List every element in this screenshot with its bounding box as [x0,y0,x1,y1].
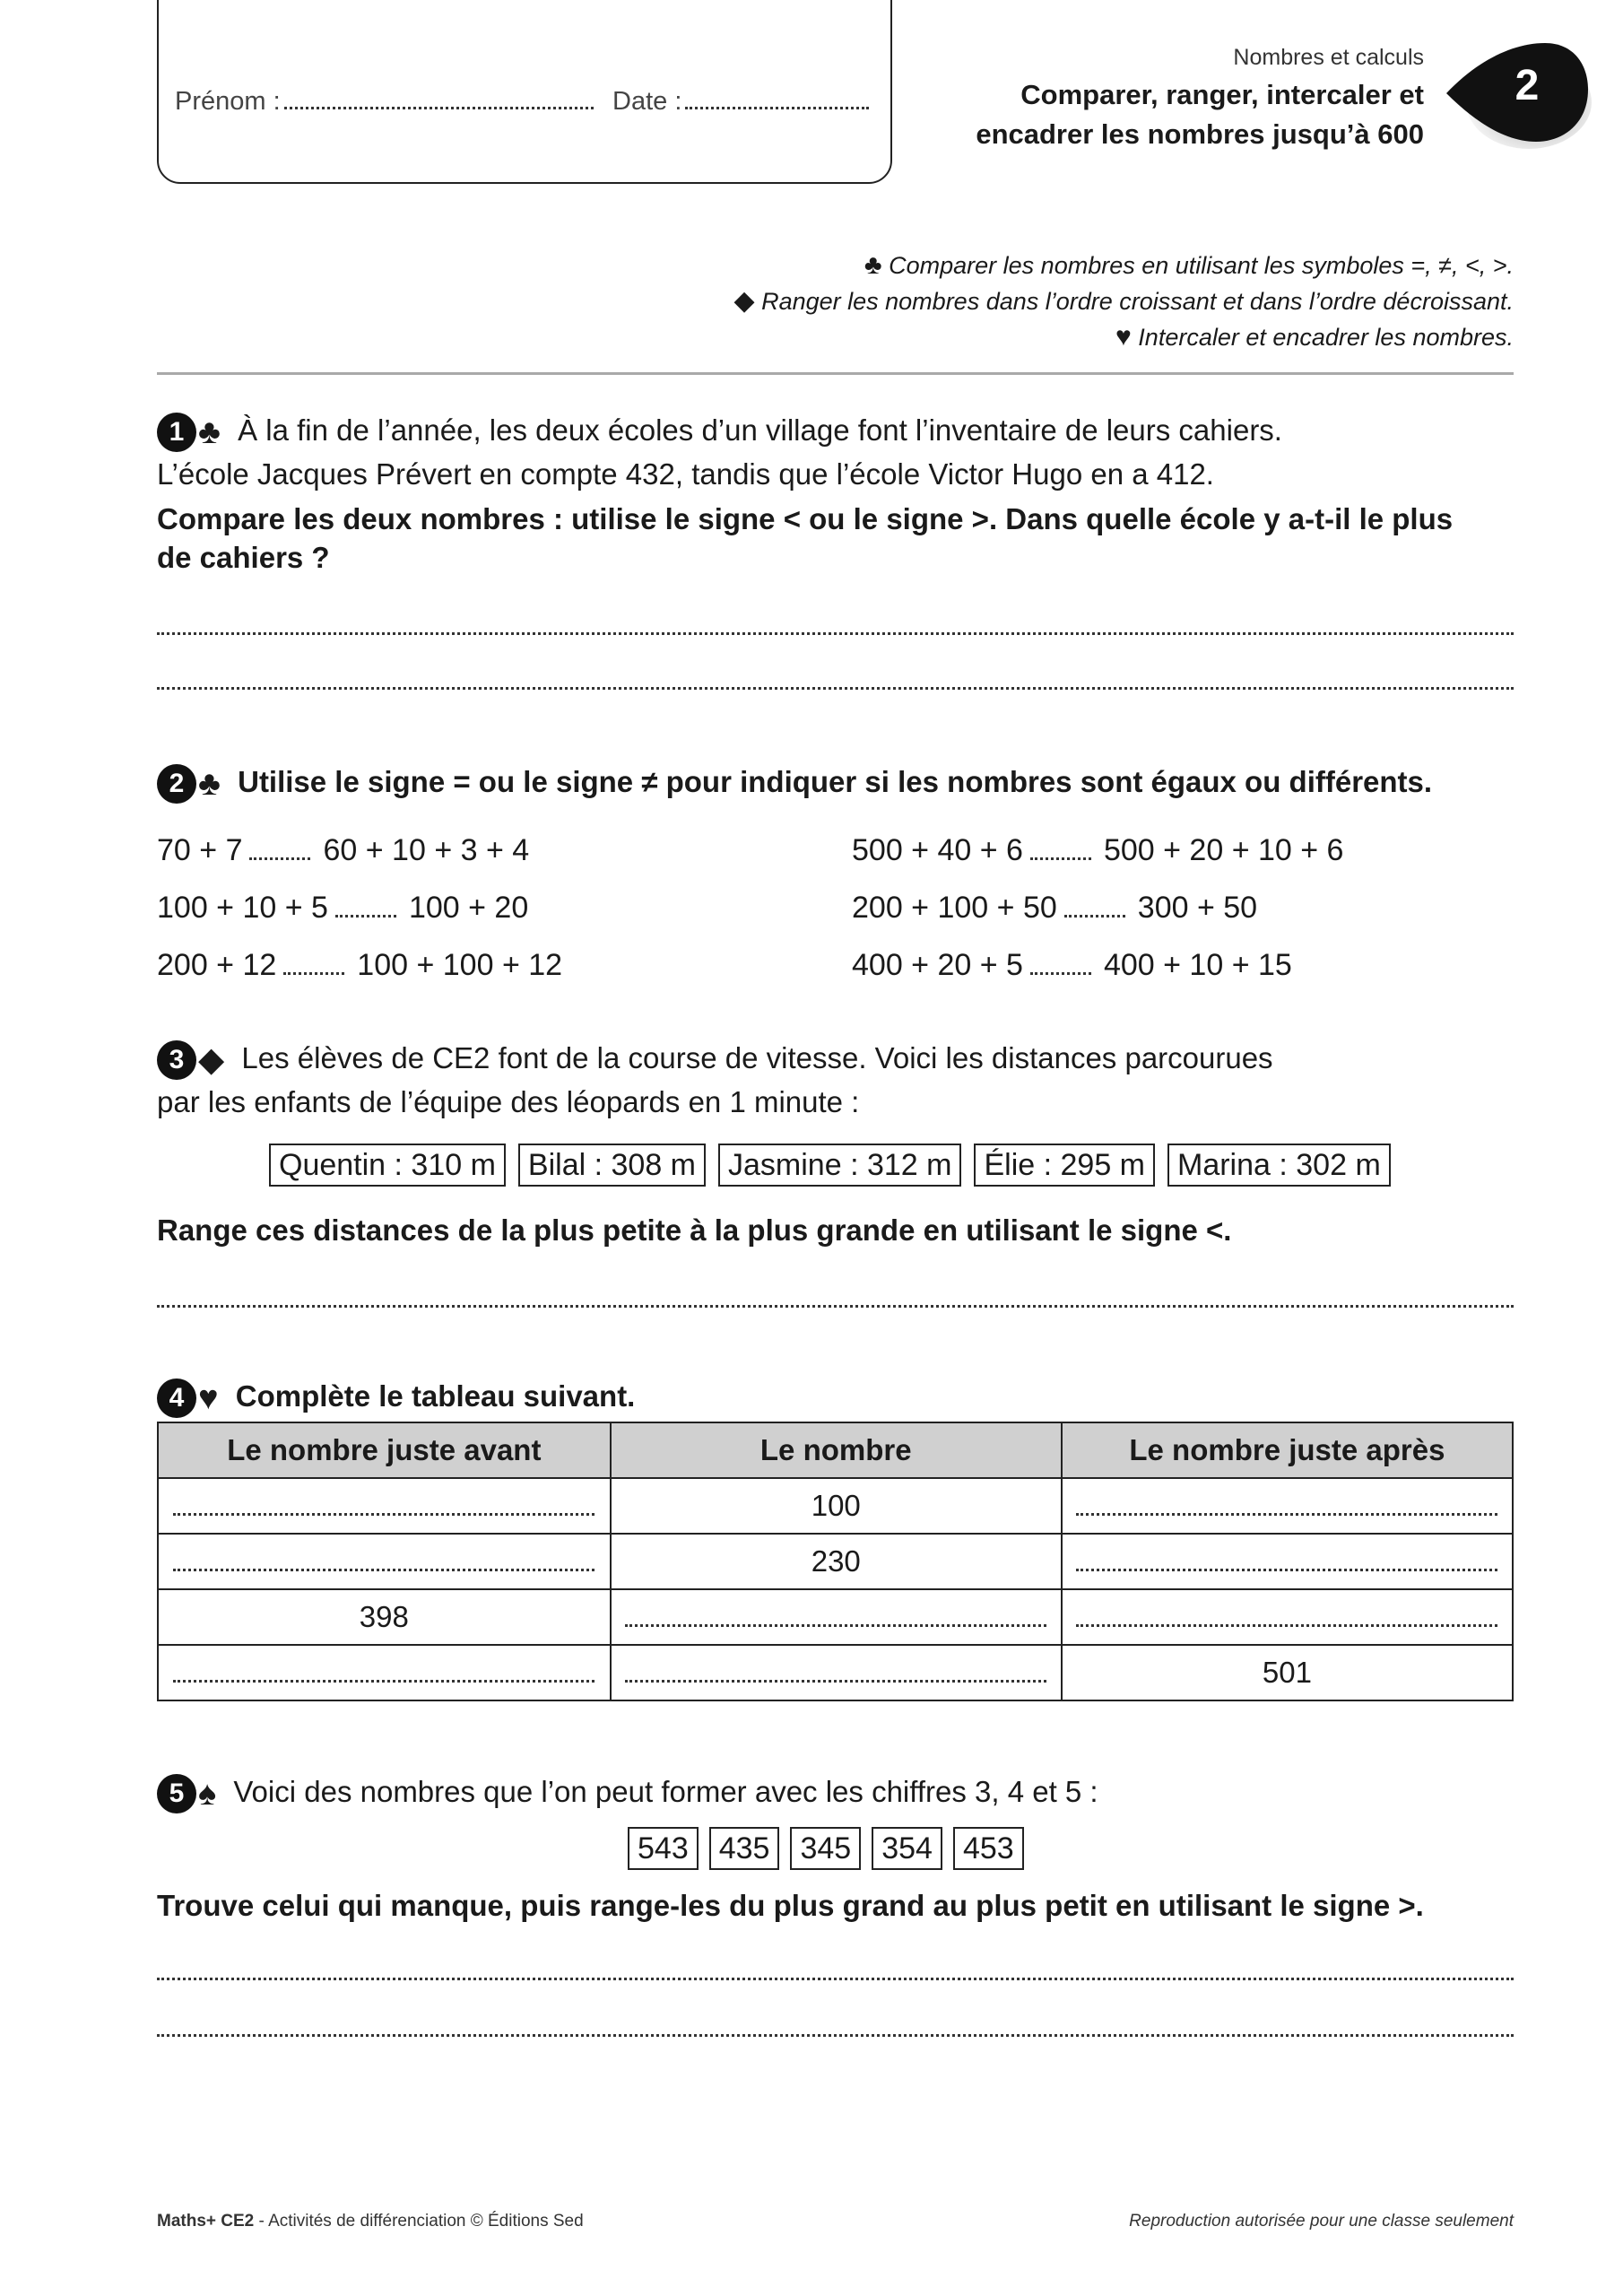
objectives [733,248,1514,355]
number-box: 453 [953,1827,1024,1870]
objective-text: Comparer les nombres en utilisant les symboles =, ≠, <, >. [889,252,1514,279]
club-icon: ♣ [864,250,882,280]
ex2-item [157,945,562,983]
divider [157,372,1514,375]
diamond-icon: ◆ [198,1041,225,1080]
ex5-line-1: Voici des nombres que l’on peut former avec les chiffres 3, 4 et 5 : [233,1775,1098,1808]
ex2-item [852,831,1343,868]
ex1-instruction-2: de cahiers ? [157,541,330,574]
ex1-line-1: À la fin de l’année, les deux écoles d’un village font l’inventaire de leurs cahiers. [238,413,1282,447]
blank-cell[interactable] [158,1645,611,1700]
given-cell: 398 [158,1589,611,1645]
club-icon: ♣ [198,413,221,452]
given-cell: 100 [611,1478,1062,1534]
blank-cell[interactable] [611,1645,1062,1700]
ex5-numbers [628,1827,1035,1870]
footer-rights: Reproduction autorisée pour une classe seulement [1129,2212,1514,2231]
table-row [158,1589,1513,1645]
objective-intercalate [733,319,1514,355]
ex1-answer-line-2[interactable] [157,687,1514,690]
table-row [158,1478,1513,1534]
ex2-item [157,888,528,926]
number-box: 435 [709,1827,780,1870]
column-header: Le nombre juste avant [158,1422,611,1478]
club-icon: ♣ [198,765,221,804]
ex1-instruction-1: Compare les deux nombres : utilise le signe < ou le signe >. Dans quelle école y a-t-il le plus [157,502,1454,535]
ex2-left-expr: 200 + 100 + 50 [852,891,1057,925]
footer-credit-text: - Activités de différenciation © Éditions Sed [254,2212,584,2231]
column-header: Le nombre [611,1422,1062,1478]
ex1-answer-line-1[interactable] [157,632,1514,635]
ex2-right-expr: 300 + 50 [1137,891,1258,925]
spade-icon: ♠ [198,1775,217,1813]
blank-cell[interactable] [611,1589,1062,1645]
ex2-right-expr: 400 + 10 + 15 [1103,948,1292,982]
objective-text: Ranger les nombres dans l’ordre croissant et dans l’ordre décroissant. [761,288,1514,315]
ex3-number-badge: 3 [157,1040,196,1080]
diamond-icon: ◆ [733,286,755,316]
ex2-number-badge: 2 [157,764,196,804]
table-header-row [158,1422,1513,1478]
subject-label: Nombres et calculs [1233,45,1424,70]
ex2-sign-blank[interactable] [1064,888,1125,918]
ex2-left-expr: 200 + 12 [157,948,277,982]
date-field[interactable] [612,85,869,117]
prenom-dots [284,85,594,109]
heart-icon: ♥ [198,1379,219,1418]
ex5-intro [157,1772,1098,1813]
ex2-right-expr: 100 + 20 [408,891,529,925]
ex5-answer-line-2[interactable] [157,2034,1514,2037]
ex3-line-2: par les enfants de l’équipe des léopards en 1 minute : [157,1085,860,1118]
ex4-instruction: Complète le tableau suivant. [235,1379,636,1413]
ex5-answer-line-1[interactable] [157,1978,1514,1980]
blank-cell[interactable] [158,1534,611,1589]
ex5-number-badge: 5 [157,1774,196,1813]
ex2-item [852,945,1292,983]
sheet-number: 2 [1515,62,1540,109]
ex2-right-expr: 60 + 10 + 3 + 4 [323,833,530,867]
ex2-sign-blank[interactable] [1030,945,1091,975]
prenom-field[interactable] [175,85,594,117]
ex2-left-expr: 400 + 20 + 5 [852,948,1023,982]
distance-box: Jasmine : 312 m [718,1144,961,1187]
ex2-item [852,888,1257,926]
ex4-number-badge: 4 [157,1378,196,1418]
distance-box: Marina : 302 m [1167,1144,1391,1187]
footer-brand: Maths+ CE2 [157,2212,255,2231]
column-header: Le nombre juste après [1062,1422,1513,1478]
given-cell: 230 [611,1534,1062,1589]
blank-cell[interactable] [1062,1589,1513,1645]
ex2-right-expr: 100 + 100 + 12 [357,948,563,982]
ex2-sign-blank[interactable] [1030,831,1091,860]
ex1-intro [157,411,1282,452]
objective-order [733,283,1514,319]
prenom-label: Prénom : [175,87,281,116]
distance-box: Bilal : 308 m [518,1144,706,1187]
ex2-instruction: Utilise le signe = ou le signe ≠ pour indiquer si les nombres sont égaux ou différents. [238,765,1433,798]
ex2-sign-blank[interactable] [335,888,396,918]
ex3-answer-line[interactable] [157,1305,1514,1308]
ex5-instruction: Trouve celui qui manque, puis range-les du plus grand au plus petit en utilisant le signe >. [157,1889,1424,1922]
ex2-right-expr: 500 + 20 + 10 + 6 [1103,833,1344,867]
ex2-sign-blank[interactable] [249,831,310,860]
number-box: 543 [628,1827,699,1870]
ex4-header [157,1377,635,1418]
number-table [157,1422,1514,1701]
title-line-1: Comparer, ranger, intercaler et [1020,79,1424,110]
ex3-distances [269,1144,1403,1187]
page-title [976,75,1424,154]
table-row [158,1534,1513,1589]
ex2-left-expr: 500 + 40 + 6 [852,833,1023,867]
blank-cell[interactable] [1062,1478,1513,1534]
number-box: 345 [790,1827,861,1870]
ex2-sign-blank[interactable] [283,945,344,975]
heart-icon: ♥ [1115,322,1132,352]
title-line-2: encadrer les nombres jusqu’à 600 [976,118,1424,150]
ex1-line-2: L’école Jacques Prévert en compte 432, tandis que l’école Victor Hugo en a 412. [157,457,1214,491]
ex2-header [157,762,1432,804]
ex3-line-1: Les élèves de CE2 font de la course de vitesse. Voici les distances parcourues [241,1041,1273,1074]
blank-cell[interactable] [158,1478,611,1534]
ex3-intro [157,1039,1273,1080]
table-row [158,1645,1513,1700]
blank-cell[interactable] [1062,1534,1513,1589]
objective-text: Intercaler et encadrer les nombres. [1138,324,1514,351]
ex1-number-badge: 1 [157,413,196,452]
number-box: 354 [872,1827,942,1870]
footer-credit [157,2212,584,2231]
date-label: Date : [612,87,682,116]
ex2-left-expr: 70 + 7 [157,833,243,867]
distance-box: Élie : 295 m [974,1144,1155,1187]
date-dots [685,85,869,109]
ex3-instruction: Range ces distances de la plus petite à la plus grande en utilisant le signe <. [157,1213,1232,1247]
given-cell: 501 [1062,1645,1513,1700]
ex2-left-expr: 100 + 10 + 5 [157,891,328,925]
ex2-item [157,831,529,868]
distance-box: Quentin : 310 m [269,1144,506,1187]
objective-compare [733,248,1514,283]
